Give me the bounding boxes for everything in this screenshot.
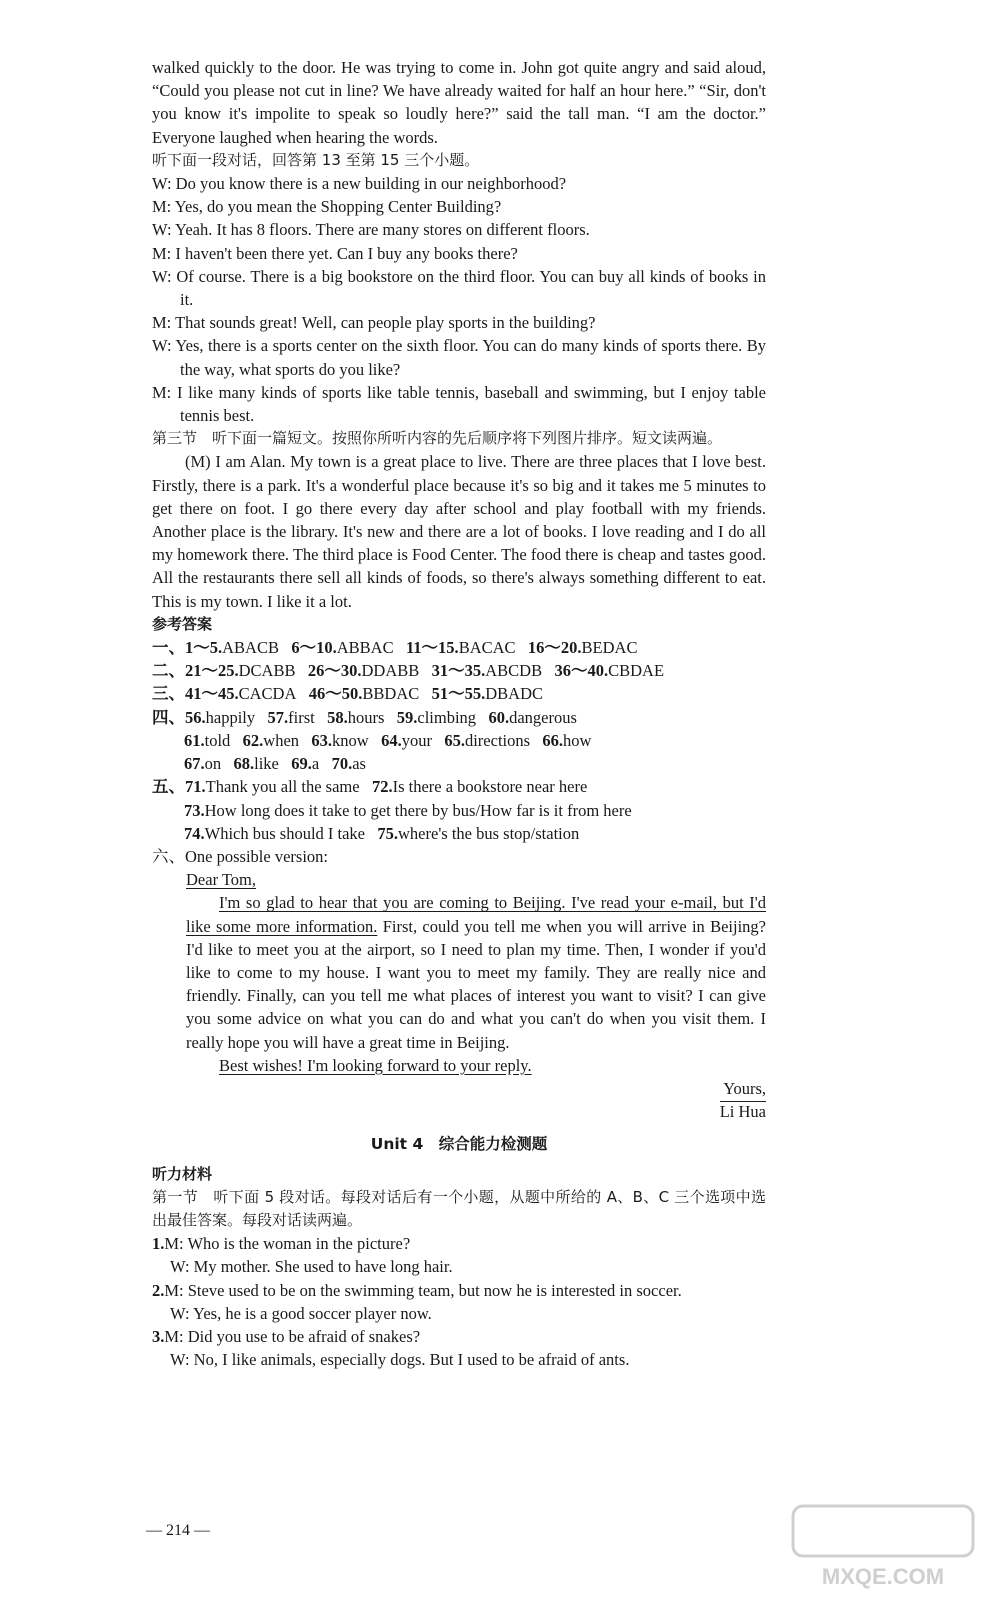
answer-number: 64. xyxy=(381,730,402,750)
answer-number: 五、71. xyxy=(152,777,206,797)
answer-number: 36～40. xyxy=(554,661,609,681)
site-watermark xyxy=(783,1502,983,1594)
answer-line xyxy=(152,682,766,705)
answer-number: 三、41～45. xyxy=(152,684,239,704)
letter-greeting: Dear Tom, xyxy=(186,870,257,890)
answer-number: 75. xyxy=(377,823,399,843)
answer-value: where's the bus stop/station xyxy=(398,823,580,843)
letter-closing xyxy=(186,1054,766,1077)
dialog-line: W: Yes, there is a sports center on the sixth floor. You can do many kinds of sports there. By the way, what sports do you like? xyxy=(152,336,766,379)
dialog-line: M: I haven't been there yet. Can I buy any books there? xyxy=(152,243,518,263)
dialog-line: M: I like many kinds of sports like table tennis, baseball and swimming, but I enjoy table tennis best. xyxy=(152,382,766,426)
item-number: 1. xyxy=(152,1234,165,1254)
answer-number: 51～55. xyxy=(431,684,486,704)
answer-value: BBDAC xyxy=(362,684,420,704)
letter-sign-name xyxy=(186,1100,766,1123)
listening-item xyxy=(152,1325,766,1348)
sample-letter xyxy=(186,868,766,1123)
answer-number: 6～10. xyxy=(291,638,337,658)
answer-value: when xyxy=(263,730,300,750)
dialog-line: W: Do you know there is a new building in our neighborhood? xyxy=(152,174,567,194)
unit-title: Unit 4 综合能力检测题 xyxy=(370,1135,548,1154)
answer-value: dangerous xyxy=(509,707,577,727)
answer-value: like xyxy=(254,754,279,774)
answer-value: climbing xyxy=(417,707,477,727)
answer-value: first xyxy=(288,707,315,727)
answer-value: Is there a bookstore near here xyxy=(392,777,588,797)
letter-closing-text: Best wishes! I'm looking forward to your reply. xyxy=(219,1055,532,1075)
watermark-text: MXQE.COM xyxy=(821,1564,945,1589)
listening-heading: 听力材料 xyxy=(152,1164,213,1183)
item-number: 3. xyxy=(152,1326,165,1346)
letter-sign-yours: Yours, xyxy=(723,1078,766,1098)
section3-heading: 第三节 听下面一篇短文。按照你所听内容的先后顺序将下列图片排序。短文读两遍。 xyxy=(152,429,723,448)
answer-number: 46～50. xyxy=(308,684,363,704)
listening-items xyxy=(152,1232,766,1371)
intro-paragraph: walked quickly to the door. He was trying to come in. John got quite angry and said aloud, “Could you please not cut in line? We have already waited for half an hour here.” “Sir, don't you know it's impolite to speak so loudly here?” said the tall man. “I am the doctor.” Everyone laughed when hearing the words. xyxy=(152,58,766,147)
dialog-line: W: Of course. There is a big bookstore on the third floor. You can buy all kinds of books in it. xyxy=(152,266,766,310)
letter-body xyxy=(186,891,766,1053)
answer-value: DBADC xyxy=(485,684,544,704)
answer-value: on xyxy=(204,754,222,774)
section3-passage: (M) I am Alan. My town is a great place to live. There are three places that I love best. Firstly, there is a park. It's a wonderful place because it's so big and it takes me 5 minutes to get there on foot. I go there every day after school and play football with my friends. Another place is the library. It's new and there are a lot of books. I love reading and I do all my homework there. The third place is Food Center. The food there is cheap and tastes good. All the restaurants there sell all kinds of foods, so there's always something different to eat. This is my town. I like it a lot. xyxy=(152,452,766,611)
dialog-line: W: Yeah. It has 8 floors. There are many stores on different floors. xyxy=(152,220,590,240)
answer-value: ABCDB xyxy=(485,661,543,681)
answer-number: 26～30. xyxy=(307,661,362,681)
answer-number: 59. xyxy=(396,707,418,727)
answer-value: ABACB xyxy=(222,638,279,658)
answer-value: how xyxy=(563,730,592,750)
page-number: — 214 — xyxy=(146,1522,210,1539)
answer-number: 31～35. xyxy=(431,661,486,681)
page-content xyxy=(152,56,766,1371)
letter-sign-name-text: Li Hua xyxy=(719,1102,766,1122)
answer-value: DCABB xyxy=(238,661,296,681)
answer-value: directions xyxy=(464,730,531,750)
listening-line-w: W: No, I like animals, especially dogs. But I used to be afraid of ants. xyxy=(170,1350,630,1370)
listening-item xyxy=(152,1232,766,1255)
answers-heading: 参考答案 xyxy=(152,614,213,633)
answer-number: 11～15. xyxy=(405,638,459,658)
dialog-line: M: That sounds great! Well, can people play sports in the building? xyxy=(152,313,596,333)
answer-value: DDABB xyxy=(361,661,420,681)
answer-value: Thank you all the same xyxy=(205,777,360,797)
answer-key xyxy=(152,636,766,845)
answer-number: 57. xyxy=(267,707,289,727)
answer-number: 69. xyxy=(291,754,312,774)
answer-number: 65. xyxy=(444,730,465,750)
answer-value: ABBAC xyxy=(336,638,394,658)
listening-line-w: W: My mother. She used to have long hair. xyxy=(170,1257,453,1277)
answer-number: 60. xyxy=(488,707,510,727)
answer-value: BACAC xyxy=(458,638,516,658)
answer-number: 68. xyxy=(233,754,255,774)
item-line-m: M: Steve used to be on the swimming team, but now he is interested in soccer. xyxy=(164,1280,682,1300)
listening-item xyxy=(152,1279,766,1302)
answer-number: 73. xyxy=(184,800,205,820)
letter-body-underlined: I'm so glad to hear that you are coming to Beijing. I've read your e-mail, but I'd like some more information. xyxy=(186,893,766,936)
answer-line xyxy=(152,752,766,775)
answer-number: 61. xyxy=(184,730,205,750)
answer-value: How long does it take to get there by bus/How far is it from here xyxy=(204,800,632,820)
answer-number: 58. xyxy=(327,707,348,727)
answer-number: 二、21～25. xyxy=(152,661,239,681)
item-line-m: M: Did you use to be afraid of snakes? xyxy=(164,1326,421,1346)
answer-line xyxy=(152,822,766,845)
answer-number: 63. xyxy=(311,730,333,750)
answer-number: 67. xyxy=(184,754,205,774)
section1-heading: 第一节 听下面 5 段对话。每段对话后有一个小题，从题中所给的 A、B、C 三个选项中选出最佳答案。每段对话读两遍。 xyxy=(152,1187,766,1229)
answer-value: a xyxy=(311,754,320,774)
answer-value: your xyxy=(401,730,432,750)
answer-line xyxy=(152,636,766,659)
answer-line xyxy=(152,799,766,822)
answer-line xyxy=(152,775,766,798)
item-number: 2. xyxy=(152,1280,165,1300)
answer-number: 70. xyxy=(331,754,353,774)
answer-value: CBDAE xyxy=(608,661,665,681)
answer-value: as xyxy=(352,754,366,774)
item-line-m: M: Who is the woman in the picture? xyxy=(164,1234,411,1254)
writing-label: 六、One possible version: xyxy=(152,846,328,866)
answer-value: BEDAC xyxy=(581,638,638,658)
answer-line xyxy=(152,729,766,752)
answer-number: 四、56. xyxy=(152,707,206,727)
answer-value: told xyxy=(204,730,231,750)
answer-value: CACDA xyxy=(238,684,297,704)
answer-number: 62. xyxy=(242,730,264,750)
answer-number: 72. xyxy=(371,777,393,797)
dialog-block xyxy=(152,172,766,427)
answer-value: hours xyxy=(347,707,385,727)
answer-line xyxy=(152,659,766,682)
answer-number: 一、1～5. xyxy=(152,638,223,658)
answer-number: 74. xyxy=(184,823,205,843)
answer-value: know xyxy=(332,730,369,750)
dialog-instruction: 听下面一段对话，回答第 13 至第 15 三个小题。 xyxy=(152,150,480,169)
letter-body-rest: First, could you tell me when you will arrive in Beijing? I'd like to meet you at the airport, so I need to plan my time. Then, I wonder if you'd like to come to my house. I want you to meet my family. They are really nice and friendly. Finally, can you tell me what places of interest you want to visit? I can give you some advice on what you can do and what you can't do when you visit them. I really hope you will have a great time in Beijing. xyxy=(186,916,767,1052)
listening-line-w: W: Yes, he is a good soccer player now. xyxy=(170,1303,432,1323)
answer-number: 66. xyxy=(542,730,564,750)
answer-number: 16～20. xyxy=(527,638,582,658)
answer-value: happily xyxy=(205,707,256,727)
dialog-line: M: Yes, do you mean the Shopping Center Building? xyxy=(152,197,502,217)
answer-line xyxy=(152,706,766,729)
answer-value: Which bus should I take xyxy=(204,823,366,843)
